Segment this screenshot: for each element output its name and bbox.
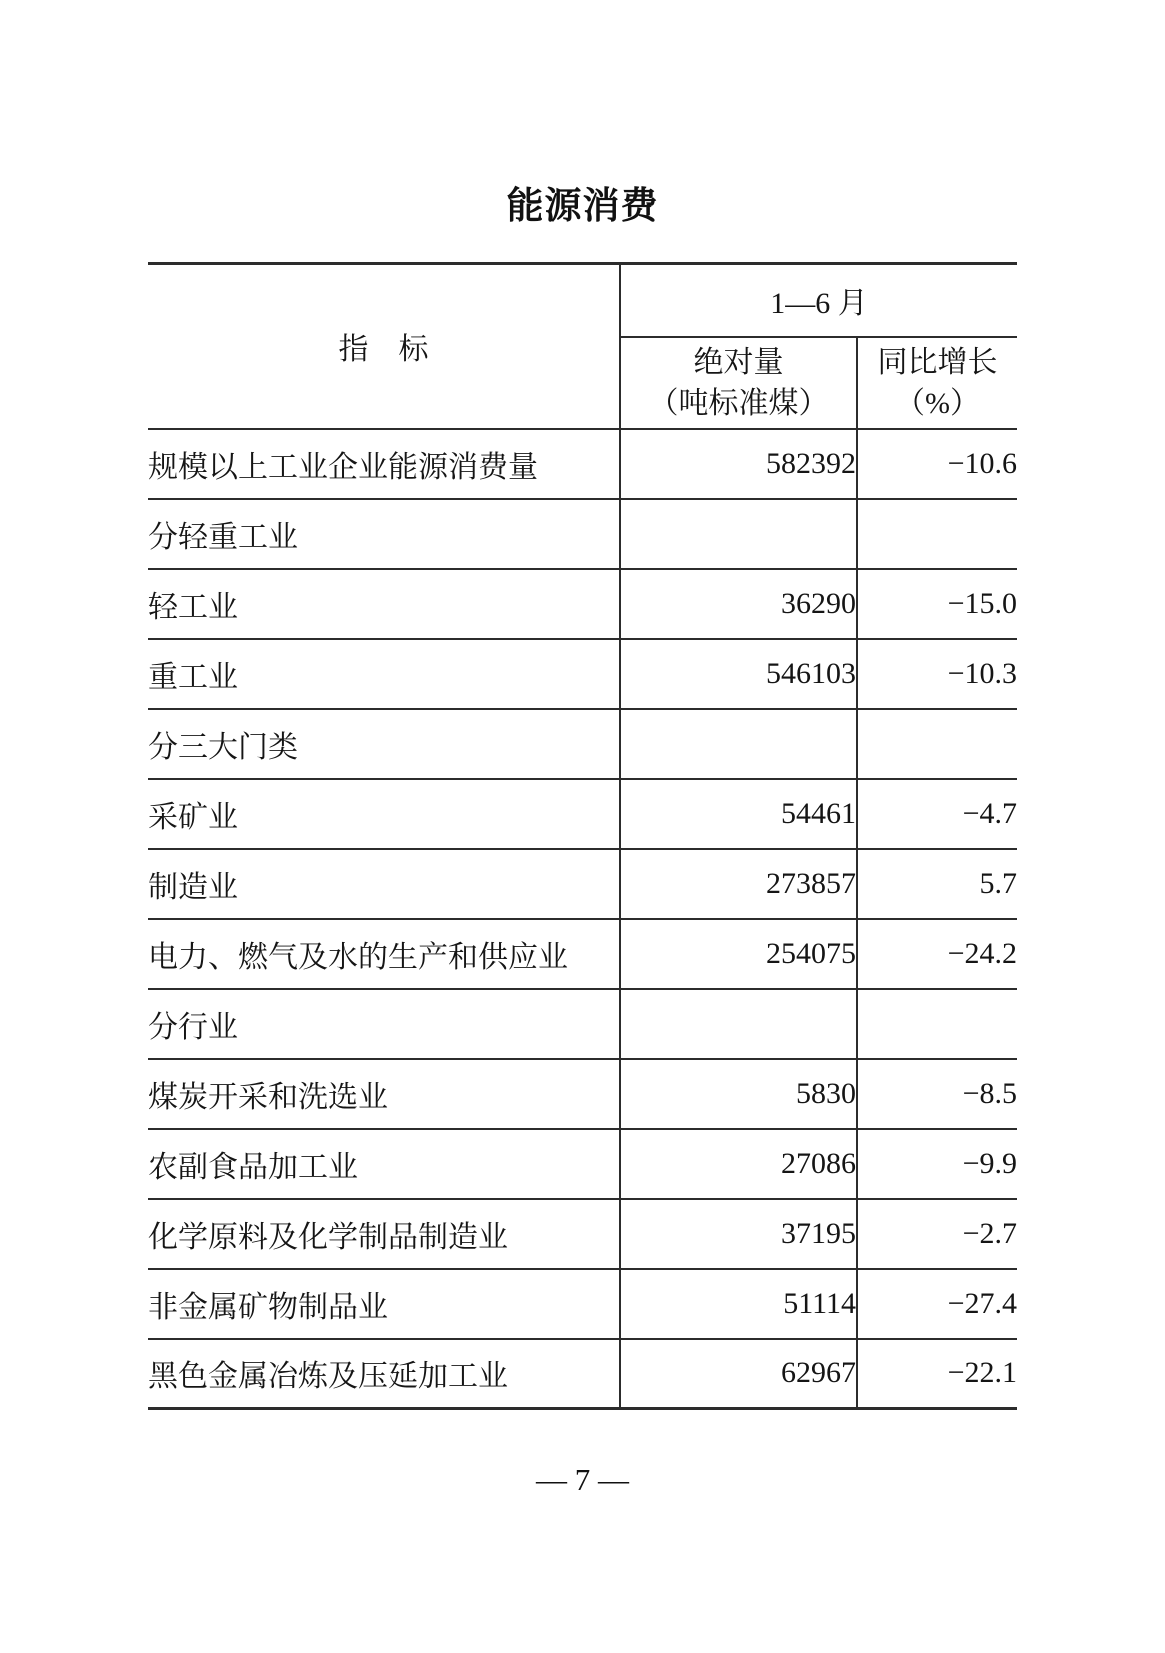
energy-consumption-table-container: [148, 262, 1017, 1410]
header-growth-label: 同比增长: [877, 345, 998, 379]
absolute-value-cell: 27086: [620, 1129, 857, 1199]
growth-value-cell: 5.7: [857, 849, 1017, 919]
table-row: [148, 709, 1017, 779]
table-row: [148, 1059, 1017, 1129]
indicator-cell: 化学原料及化学制品制造业: [148, 1220, 508, 1254]
absolute-value-cell: 36290: [620, 569, 857, 639]
indicator-cell: 采矿业: [148, 800, 238, 834]
table-row: [148, 569, 1017, 639]
absolute-value-cell: 254075: [620, 919, 857, 989]
indicator-cell: 分行业: [148, 1010, 238, 1044]
growth-value-cell: [857, 709, 1017, 779]
header-row-period: [148, 264, 1017, 337]
table-row: [148, 849, 1017, 919]
table-row: [148, 639, 1017, 709]
growth-value-cell: −15.0: [857, 569, 1017, 639]
table-row: [148, 919, 1017, 989]
absolute-value-cell: [620, 499, 857, 569]
table-row: [148, 1129, 1017, 1199]
growth-value-cell: −9.9: [857, 1129, 1017, 1199]
header-absolute-label: 绝对量: [693, 345, 784, 379]
absolute-value-cell: 273857: [620, 849, 857, 919]
header-absolute-unit: （吨标准煤）: [648, 386, 829, 420]
indicator-cell: 煤炭开采和洗选业: [148, 1080, 388, 1114]
absolute-value-cell: [620, 709, 857, 779]
indicator-cell: 轻工业: [148, 590, 238, 624]
page-title: 能源消费: [506, 185, 659, 226]
indicator-cell: 农副食品加工业: [148, 1150, 358, 1184]
growth-value-cell: −27.4: [857, 1269, 1017, 1339]
absolute-value-cell: 37195: [620, 1199, 857, 1269]
growth-value-cell: −4.7: [857, 779, 1017, 849]
absolute-value-cell: 546103: [620, 639, 857, 709]
indicator-cell: 规模以上工业企业能源消费量: [148, 450, 538, 484]
growth-value-cell: −24.2: [857, 919, 1017, 989]
indicator-cell: 非金属矿物制品业: [148, 1290, 388, 1324]
header-growth: [857, 337, 1017, 429]
table-row: [148, 499, 1017, 569]
absolute-value-cell: 582392: [620, 429, 857, 499]
table-row: [148, 1199, 1017, 1269]
indicator-cell: 电力、燃气及水的生产和供应业: [148, 940, 568, 974]
growth-value-cell: −22.1: [857, 1339, 1017, 1409]
absolute-value-cell: [620, 989, 857, 1059]
absolute-value-cell: 5830: [620, 1059, 857, 1129]
header-absolute: [620, 337, 857, 429]
table-row: [148, 779, 1017, 849]
indicator-cell: 重工业: [148, 660, 238, 694]
header-indicator: 指 标: [148, 264, 620, 429]
growth-value-cell: −10.3: [857, 639, 1017, 709]
table-row: [148, 989, 1017, 1059]
energy-consumption-table: [148, 262, 1017, 1410]
table-row: [148, 1269, 1017, 1339]
page-number: — 7 —: [536, 1462, 629, 1497]
table-row: [148, 1339, 1017, 1409]
growth-value-cell: [857, 989, 1017, 1059]
absolute-value-cell: 51114: [620, 1269, 857, 1339]
growth-value-cell: [857, 499, 1017, 569]
growth-value-cell: −8.5: [857, 1059, 1017, 1129]
indicator-cell: 分轻重工业: [148, 520, 298, 554]
absolute-value-cell: 54461: [620, 779, 857, 849]
indicator-cell: 制造业: [148, 870, 238, 904]
indicator-cell: 黑色金属冶炼及压延加工业: [148, 1360, 508, 1394]
indicator-cell: 分三大门类: [148, 730, 298, 764]
absolute-value-cell: 62967: [620, 1339, 857, 1409]
table-row: [148, 429, 1017, 499]
growth-value-cell: −10.6: [857, 429, 1017, 499]
header-growth-unit: （%）: [895, 386, 980, 420]
growth-value-cell: −2.7: [857, 1199, 1017, 1269]
header-period: 1—6 月: [620, 264, 1017, 337]
